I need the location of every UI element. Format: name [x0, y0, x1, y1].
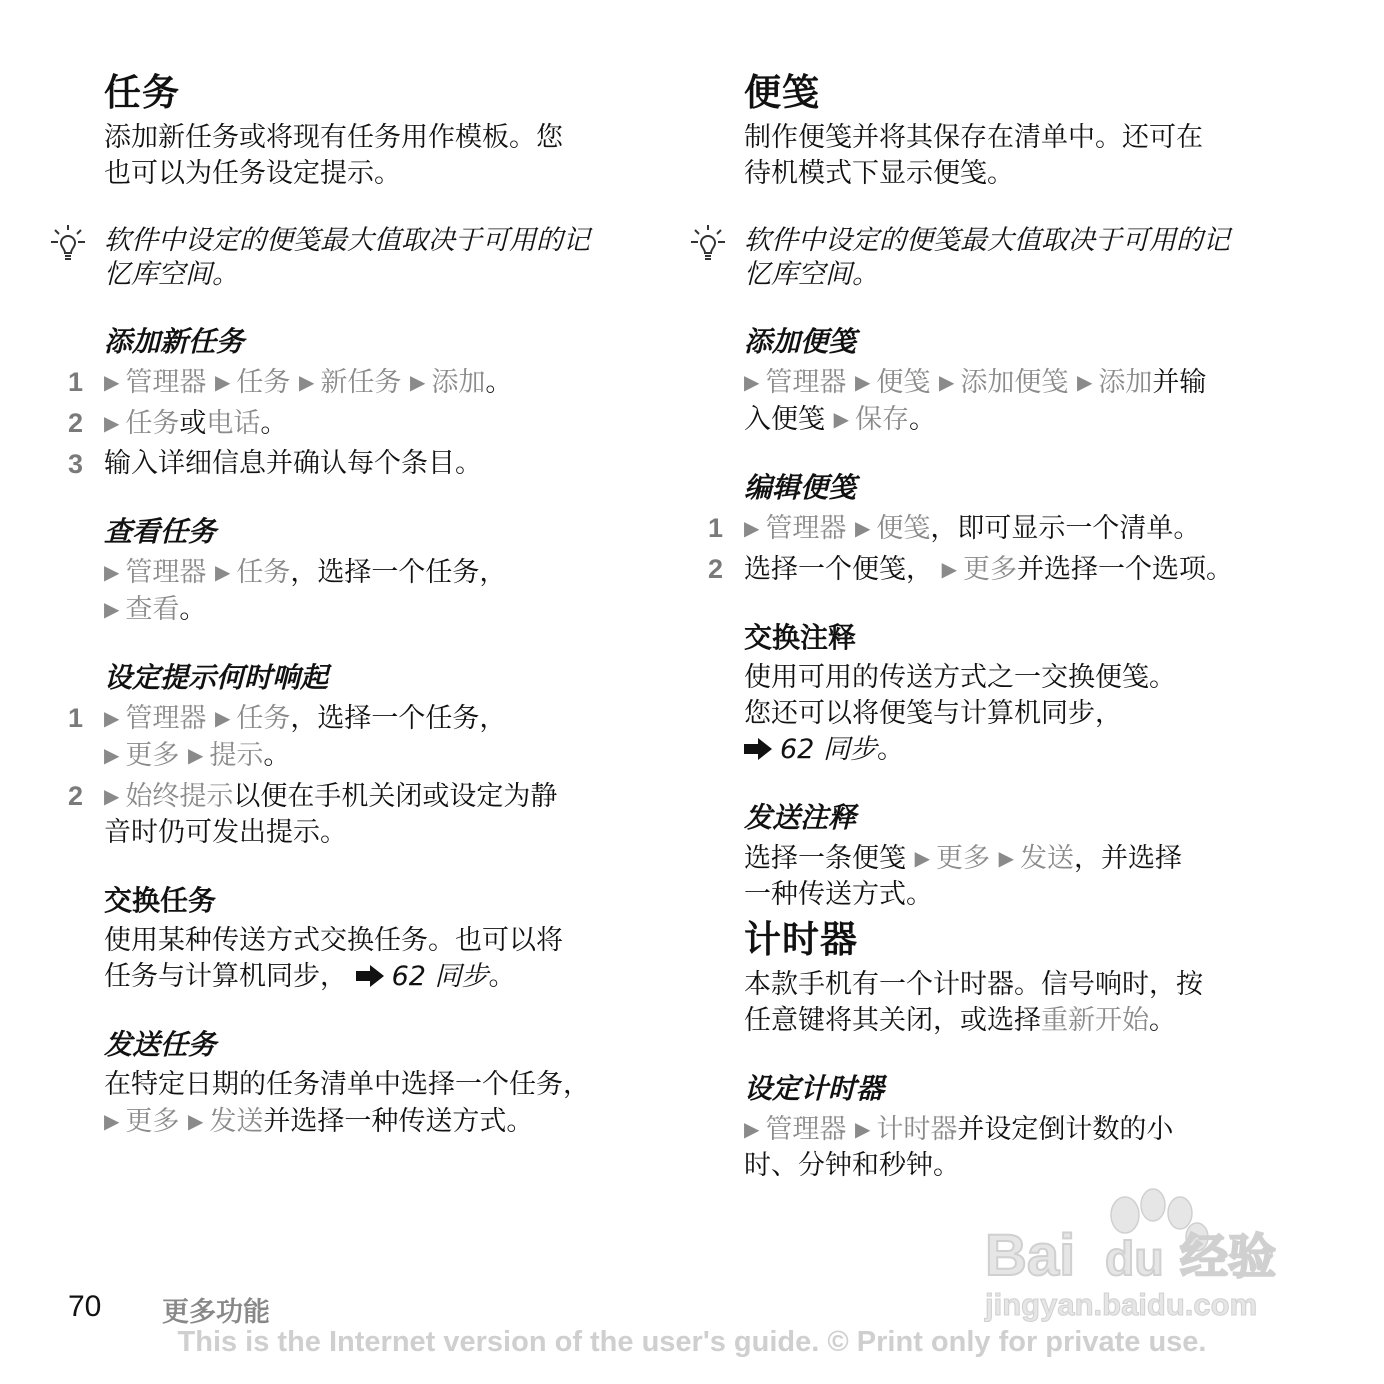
step-3: 3 输入详细信息并确认每个条目。	[68, 448, 482, 479]
menu-item[interactable]: 更多	[125, 1106, 180, 1137]
arrow-icon: ▶	[214, 370, 231, 394]
arrow-icon: ▶	[298, 370, 315, 394]
view-task-instructions: ▶ 管理器 ▶ 任务，选择一个任务， ▶ 查看。	[104, 557, 507, 625]
set-timer-instructions: ▶ 管理器 ▶ 计时器并设定倒计数的小 时、分钟和秒钟。	[744, 1114, 1174, 1181]
svg-text:jingyan.baidu.com: jingyan.baidu.com	[985, 1287, 1258, 1322]
heading-set-timer: 设定计时器	[744, 1072, 885, 1105]
page-reference-arrow-icon	[744, 738, 774, 760]
menu-item[interactable]: 添加	[1098, 367, 1153, 398]
arrow-icon: ▶	[104, 743, 120, 767]
page-reference-arrow-icon	[356, 965, 386, 987]
menu-item[interactable]: 任务	[236, 703, 291, 734]
arrow-icon: ▶	[941, 557, 957, 581]
heading-exchange-notes: 交换注释	[744, 621, 857, 654]
menu-item[interactable]: 管理器	[125, 557, 207, 588]
menu-item[interactable]: 任务	[236, 367, 291, 398]
arrow-icon: ▶	[104, 411, 120, 435]
arrow-icon: ▶	[744, 370, 760, 394]
menu-item[interactable]: 任务	[236, 557, 291, 588]
arrow-icon: ▶	[104, 597, 120, 621]
step-2: 2 ▶ 任务或电话。	[68, 408, 288, 439]
menu-item[interactable]: 管理器	[765, 1114, 847, 1145]
step-1: 1 ▶ 管理器 ▶ 任务，选择一个任务， ▶ 更多 ▶ 提示。	[68, 703, 507, 771]
arrow-icon: ▶	[854, 1117, 871, 1141]
section-title-tasks: 任务	[104, 71, 180, 114]
arrow-icon: ▶	[938, 370, 955, 394]
menu-item[interactable]: 任务	[125, 408, 180, 439]
menu-item[interactable]: 便笺	[876, 367, 931, 398]
arrow-icon: ▶	[104, 560, 120, 584]
lightbulb-tip-icon	[48, 224, 88, 264]
menu-item[interactable]: 发送	[209, 1106, 264, 1137]
step-2: 2 ▶ 始终提示以便在手机关闭或设定为静 音时仍可发出提示。	[68, 781, 558, 848]
heading-send-note: 发送注释	[744, 801, 857, 834]
arrow-icon: ▶	[833, 407, 849, 431]
menu-item[interactable]: 便笺	[876, 513, 931, 544]
menu-item[interactable]: 保存	[854, 404, 909, 435]
tip-note: 软件中设定的便笺最大值取决于可用的记 忆库空间。	[744, 224, 1324, 292]
section-title-notes: 便笺	[744, 71, 820, 114]
arrow-icon: ▶	[104, 370, 120, 394]
svg-text:Bai: Bai	[985, 1223, 1076, 1288]
lightbulb-tip-icon	[688, 224, 728, 264]
menu-item[interactable]: 计时器	[876, 1114, 958, 1145]
menu-item[interactable]: 始终提示	[125, 781, 234, 812]
right-column	[708, 66, 1324, 1188]
heading-exchange-tasks: 交换任务	[104, 884, 217, 917]
heading-edit-note: 编辑便笺	[744, 471, 857, 504]
menu-item[interactable]: 新任务	[320, 367, 402, 398]
menu-item[interactable]: 管理器	[765, 513, 847, 544]
arrow-icon: ▶	[214, 560, 231, 584]
arrow-icon: ▶	[104, 784, 120, 808]
arrow-icon: ▶	[744, 1117, 760, 1141]
heading-add-note: 添加便笺	[744, 325, 857, 358]
tip-note: 软件中设定的便笺最大值取决于可用的记 忆库空间。	[104, 224, 664, 292]
menu-item[interactable]: 电话	[206, 408, 261, 439]
menu-item[interactable]: 添加	[431, 367, 486, 398]
tasks-intro: 添加新任务或将现有任务用作模板。您 也可以为任务设定提示。	[104, 122, 563, 189]
menu-item[interactable]: 管理器	[765, 367, 847, 398]
heading-set-reminder: 设定提示何时响起	[104, 661, 329, 694]
arrow-icon: ▶	[744, 516, 760, 540]
arrow-icon: ▶	[914, 846, 930, 870]
heading-view-task: 查看任务	[104, 515, 217, 548]
left-column	[68, 66, 664, 1140]
arrow-icon: ▶	[854, 370, 871, 394]
svg-text:du: du	[1105, 1233, 1164, 1286]
notes-intro: 制作便笺并将其保存在清单中。还可在 待机模式下显示便笺。	[744, 122, 1203, 189]
arrow-icon: ▶	[187, 743, 204, 767]
footer-disclaimer: This is the Internet version of the user's guide. © Print only for private use.	[177, 1326, 1207, 1358]
add-note-instructions: ▶ 管理器 ▶ 便笺 ▶ 添加便笺 ▶ 添加并输 入便笺 ▶ 保存。	[744, 367, 1207, 435]
page-reference-link[interactable]: 62 同步	[391, 961, 489, 992]
arrow-icon: ▶	[104, 706, 120, 730]
arrow-icon: ▶	[214, 706, 231, 730]
exchange-tasks-text: 使用某种传送方式交换任务。也可以将 任务与计算机同步， 62 同步。	[104, 925, 563, 992]
step-2: 2 选择一个便笺， ▶ 更多并选择一个选项。	[708, 554, 1233, 585]
page-number: 70	[68, 1290, 102, 1323]
menu-item[interactable]: 查看	[125, 594, 180, 625]
menu-item[interactable]: 提示	[209, 740, 264, 771]
menu-item[interactable]: 管理器	[125, 367, 207, 398]
menu-item[interactable]: 更多	[962, 554, 1017, 585]
menu-item[interactable]: 管理器	[125, 703, 207, 734]
svg-text:经验: 经验	[1180, 1229, 1277, 1285]
arrow-icon: ▶	[104, 1109, 120, 1133]
menu-item[interactable]: 更多	[125, 740, 180, 771]
menu-item[interactable]: 更多	[935, 843, 990, 874]
heading-send-task: 发送任务	[104, 1028, 217, 1061]
send-task-text: 在特定日期的任务清单中选择一个任务， ▶ 更多 ▶ 发送并选择一种传送方式。	[104, 1069, 590, 1137]
send-note-text: 选择一条便笺 ▶ 更多 ▶ 发送，并选择 一种传送方式。	[744, 843, 1182, 910]
menu-item[interactable]: 添加便笺	[960, 367, 1069, 398]
step-1: 1 ▶ 管理器 ▶ 便笺，即可显示一个清单。	[708, 513, 1201, 544]
heading-add-task: 添加新任务	[104, 325, 245, 358]
menu-item[interactable]: 发送	[1019, 843, 1074, 874]
arrow-icon: ▶	[998, 846, 1014, 870]
footer-section-title: 更多功能	[162, 1297, 270, 1328]
arrow-icon: ▶	[854, 516, 871, 540]
arrow-icon: ▶	[187, 1109, 204, 1133]
arrow-icon: ▶	[1076, 370, 1093, 394]
arrow-icon: ▶	[409, 370, 426, 394]
page-reference-link[interactable]: 62 同步	[780, 734, 877, 765]
menu-item[interactable]: 重新开始	[1041, 1005, 1149, 1036]
section-title-timer: 计时器	[744, 918, 858, 961]
step-1: 1 ▶ 管理器 ▶ 任务 ▶ 新任务 ▶ 添加。	[68, 367, 513, 398]
timer-intro: 本款手机有一个计时器。信号响时，按 任意键将其关闭，或选择重新开始。	[744, 969, 1203, 1036]
exchange-notes-text: 使用可用的传送方式之一交换便笺。 您还可以将便笺与计算机同步， 62 同步。	[744, 662, 1176, 765]
baidu-jingyan-watermark-logo	[975, 1175, 1315, 1325]
